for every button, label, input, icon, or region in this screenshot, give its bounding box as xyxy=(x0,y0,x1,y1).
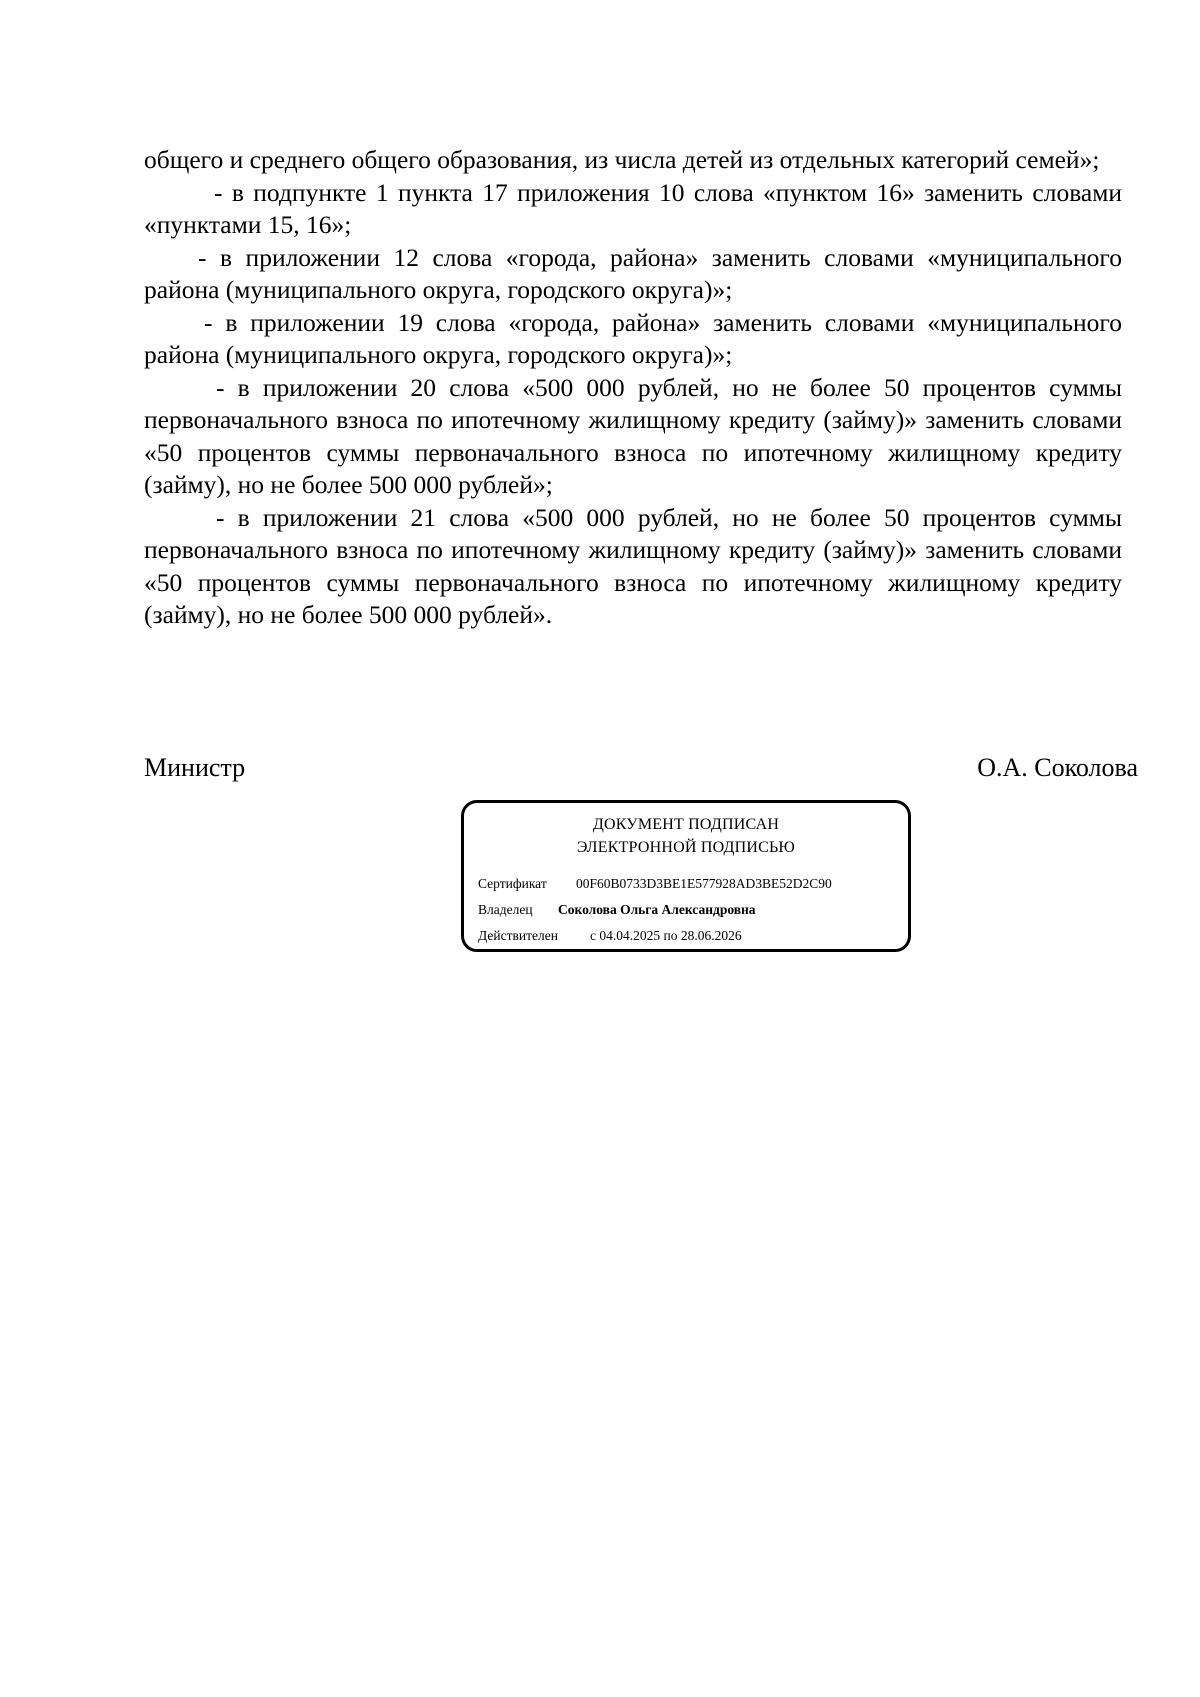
validity-label: Действителен xyxy=(478,928,558,943)
signatory-name: О.А. Соколова xyxy=(977,753,1138,782)
stamp-header-line-1: ДОКУМЕНТ ПОДПИСАН xyxy=(592,816,780,833)
document-body xyxy=(144,144,1122,632)
stamp-header-line-2: ЭЛЕКТРОННОЙ ПОДПИСЬЮ xyxy=(576,839,796,856)
stamp-certificate-row xyxy=(478,875,832,893)
valid-from-prefix: с xyxy=(590,928,596,943)
stamp-header xyxy=(464,813,908,859)
paragraph-amendment-appendix-20: - в приложении 20 слова «500 000 рублей, но не более 50 процентов суммы первоначального взноса по ипотечному жилищному кредиту (займу)» заменить словами «50 процентов суммы первоначального взноса по ипотечному жилищному кредиту (займу), но не более 500 000 рублей»; xyxy=(144,372,1122,499)
paragraph-amendment-appendix-19: - в приложении 19 слова «города, района» заменить словами «муниципального района (муниципального округа, городского округа)»; xyxy=(144,307,1122,369)
certificate-label: Сертификат xyxy=(478,876,547,891)
valid-to-prefix: по xyxy=(663,928,678,943)
paragraph-amendment-appendix-21: - в приложении 21 слова «500 000 рублей, но не более 50 процентов суммы первоначального взноса по ипотечному жилищному кредиту (займу)» заменить словами «50 процентов суммы первоначального взноса по ипотечному жилищному кредиту (займу), но не более 500 000 рублей». xyxy=(144,502,1122,629)
electronic-signature-stamp xyxy=(461,800,911,952)
valid-to-date: 28.06.2026 xyxy=(680,928,742,943)
signatory-position: Министр xyxy=(144,753,246,782)
stamp-validity-row xyxy=(478,927,742,945)
owner-value: Соколова Ольга Александровна xyxy=(558,902,756,917)
valid-from-date: 04.04.2025 xyxy=(599,928,661,943)
paragraph-amendment-appendix-10: - в подпункте 1 пункта 17 приложения 10 слова «пунктом 16» заменить словами «пунктами 15, 16»; xyxy=(144,177,1122,239)
paragraph-amendment-appendix-12: - в приложении 12 слова «города, района» заменить словами «муниципального района (муниципального округа, городского округа)»; xyxy=(144,242,1122,304)
owner-label: Владелец xyxy=(478,902,533,917)
stamp-owner-row xyxy=(478,901,756,919)
paragraph-continuation: общего и среднего общего образования, из числа детей из отдельных категорий семей»; xyxy=(144,145,1100,174)
certificate-value: 00F60B0733D3BE1E577928AD3BE52D2C90 xyxy=(576,876,832,891)
